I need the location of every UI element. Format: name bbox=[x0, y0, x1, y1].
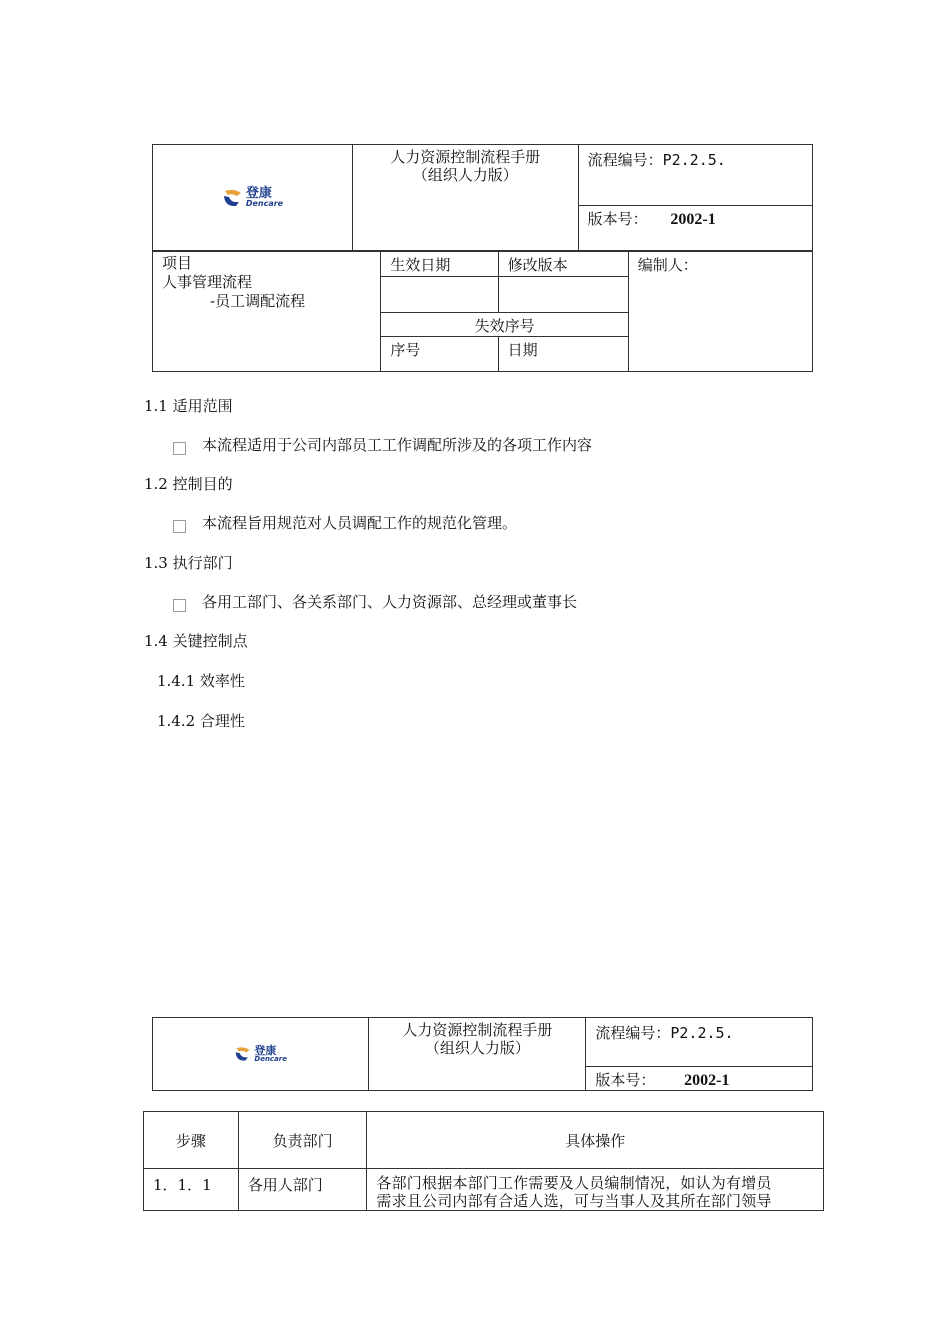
version-value: 2002-1 bbox=[684, 1072, 730, 1089]
manual-title: 人力资源控制流程手册 bbox=[390, 148, 541, 166]
process-code-value: P2.2.5. bbox=[670, 1024, 734, 1042]
checkbox-icon bbox=[173, 442, 186, 455]
version-value: 2002-1 bbox=[670, 211, 716, 228]
logo-cell bbox=[153, 1018, 369, 1091]
effective-date-value bbox=[381, 277, 498, 313]
logo-en-text: Dencare bbox=[254, 1055, 288, 1063]
checkbox-icon bbox=[173, 599, 186, 612]
manual-title-cell bbox=[352, 145, 578, 251]
steps-header-dept: 负责部门 bbox=[238, 1112, 367, 1169]
logo-en-text: Dencare bbox=[245, 199, 284, 208]
manual-subtitle: （组织人力版） bbox=[412, 166, 518, 184]
section-bullet-text: 各用工部门、各关系部门、人力资源部、总经理或董事长 bbox=[202, 593, 578, 611]
step-number: 1．1．1 bbox=[144, 1169, 239, 1211]
version-cell bbox=[586, 1067, 813, 1091]
section-heading-1-4: 1.4 关键控制点 bbox=[144, 632, 248, 650]
project-name: 人事管理流程 bbox=[162, 273, 253, 291]
steps-header-operation: 具体操作 bbox=[367, 1112, 824, 1169]
subpoint-1-4-1: 1.4.1 效率性 bbox=[157, 672, 245, 690]
header-table-1 bbox=[152, 144, 813, 251]
step-operation-line: 各部门根据本部门工作需要及人员编制情况，如认为有增员 bbox=[376, 1174, 772, 1192]
step-operation-line: 需求且公司内部有合适人选，可与当事人及其所在部门领导 bbox=[376, 1192, 772, 1210]
manual-title: 人力资源控制流程手册 bbox=[402, 1021, 553, 1039]
effective-date-header: 生效日期 bbox=[381, 252, 498, 277]
date-header: 日期 bbox=[498, 337, 628, 372]
steps-table bbox=[143, 1111, 824, 1211]
logo-cell bbox=[153, 145, 353, 251]
project-subname: -员工调配流程 bbox=[210, 292, 306, 310]
version-cell bbox=[578, 206, 812, 251]
process-code-cell bbox=[578, 145, 812, 206]
version-label: 版本号： bbox=[595, 1071, 656, 1089]
section-bullet-text: 本流程适用于公司内部员工工作调配所涉及的各项工作内容 bbox=[202, 436, 593, 454]
manual-subtitle: （组织人力版） bbox=[424, 1039, 530, 1057]
revision-value bbox=[498, 277, 628, 313]
process-code-cell bbox=[586, 1018, 813, 1067]
header-table-1-info bbox=[152, 251, 813, 372]
dencare-logo bbox=[153, 1045, 368, 1063]
dencare-logo bbox=[153, 187, 352, 209]
version-label: 版本号： bbox=[587, 210, 648, 228]
dencare-logo-icon bbox=[222, 187, 244, 209]
logo-cn-text: 登康 bbox=[245, 186, 272, 201]
invalid-seq-header: 失效序号 bbox=[381, 313, 628, 337]
table-row bbox=[144, 1169, 824, 1211]
dencare-logo-icon bbox=[234, 1045, 252, 1063]
project-label: 项目 bbox=[162, 254, 193, 272]
seq-header: 序号 bbox=[381, 337, 498, 372]
section-bullet-1-1 bbox=[173, 434, 592, 455]
step-department: 各用人部门 bbox=[238, 1169, 367, 1211]
step-operation bbox=[367, 1169, 824, 1211]
project-cell bbox=[153, 252, 381, 372]
section-heading-1-3: 1.3 执行部门 bbox=[144, 554, 233, 572]
steps-header-step: 步骤 bbox=[144, 1112, 239, 1169]
process-code-value: P2.2.5. bbox=[662, 151, 726, 169]
section-bullet-text: 本流程旨用规范对人员调配工作的规范化管理。 bbox=[202, 514, 518, 532]
manual-title-cell bbox=[369, 1018, 586, 1091]
editor-cell: 编制人： bbox=[628, 252, 812, 372]
section-bullet-1-3 bbox=[173, 591, 577, 612]
section-bullet-1-2 bbox=[173, 512, 517, 533]
checkbox-icon bbox=[173, 520, 186, 533]
section-heading-1-1: 1.1 适用范围 bbox=[144, 397, 233, 415]
process-code-label: 流程编号： bbox=[595, 1024, 671, 1042]
header-table-2 bbox=[152, 1017, 813, 1091]
subpoint-1-4-2: 1.4.2 合理性 bbox=[157, 712, 245, 730]
section-heading-1-2: 1.2 控制目的 bbox=[144, 475, 233, 493]
process-code-label: 流程编号： bbox=[587, 151, 663, 169]
logo-cn-text: 登康 bbox=[254, 1044, 277, 1057]
revision-header: 修改版本 bbox=[498, 252, 628, 277]
